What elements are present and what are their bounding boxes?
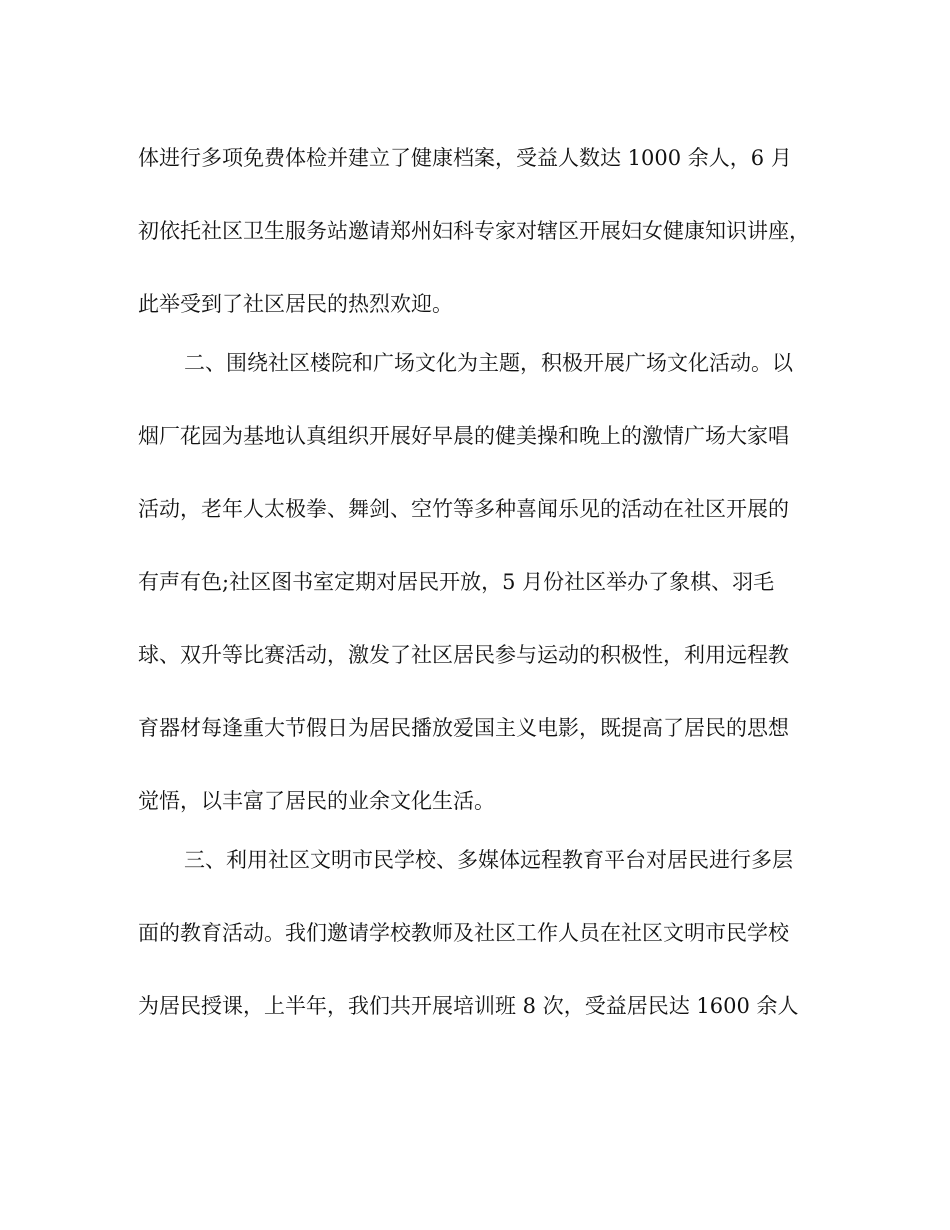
text-line: 体进行多项免费体检并建立了健康档案，受益人数达 1000 余人，6 月 <box>138 146 792 170</box>
text-line: 面的教育活动。我们邀请学校教师及社区工作人员在社区文明市民学校 <box>138 921 789 945</box>
paragraph-start-line: 二、围绕社区楼院和广场文化为主题，积极开展广场文化活动。以 <box>184 351 793 375</box>
text-line: 觉悟，以丰富了居民的业余文化生活。 <box>138 789 495 813</box>
text-line: 有声有色;社区图书室定期对居民开放，5 月份社区举办了象棋、羽毛 <box>138 570 775 594</box>
text-line: 球、双升等比赛活动，激发了社区居民参与运动的积极性，利用远程教 <box>138 643 789 667</box>
text-line: 育器材每逢重大节假日为居民播放爱国主义电影，既提高了居民的思想 <box>138 716 789 740</box>
text-line: 为居民授课，上半年，我们共开展培训班 8 次，受益居民达 1600 余人 <box>138 994 799 1018</box>
text-line: 烟厂花园为基地认真组织开展好早晨的健美操和晚上的激情广场大家唱 <box>138 424 789 448</box>
text-line: 初依托社区卫生服务站邀请郑州妇科专家对辖区开展妇女健康知识讲座， <box>138 219 810 243</box>
text-line: 活动，老年人太极拳、舞剑、空竹等多种喜闻乐见的活动在社区开展的 <box>138 497 789 521</box>
paragraph-start-line: 三、利用社区文明市民学校、多媒体远程教育平台对居民进行多层 <box>184 848 793 872</box>
text-line: 此举受到了社区居民的热烈欢迎。 <box>138 292 453 316</box>
